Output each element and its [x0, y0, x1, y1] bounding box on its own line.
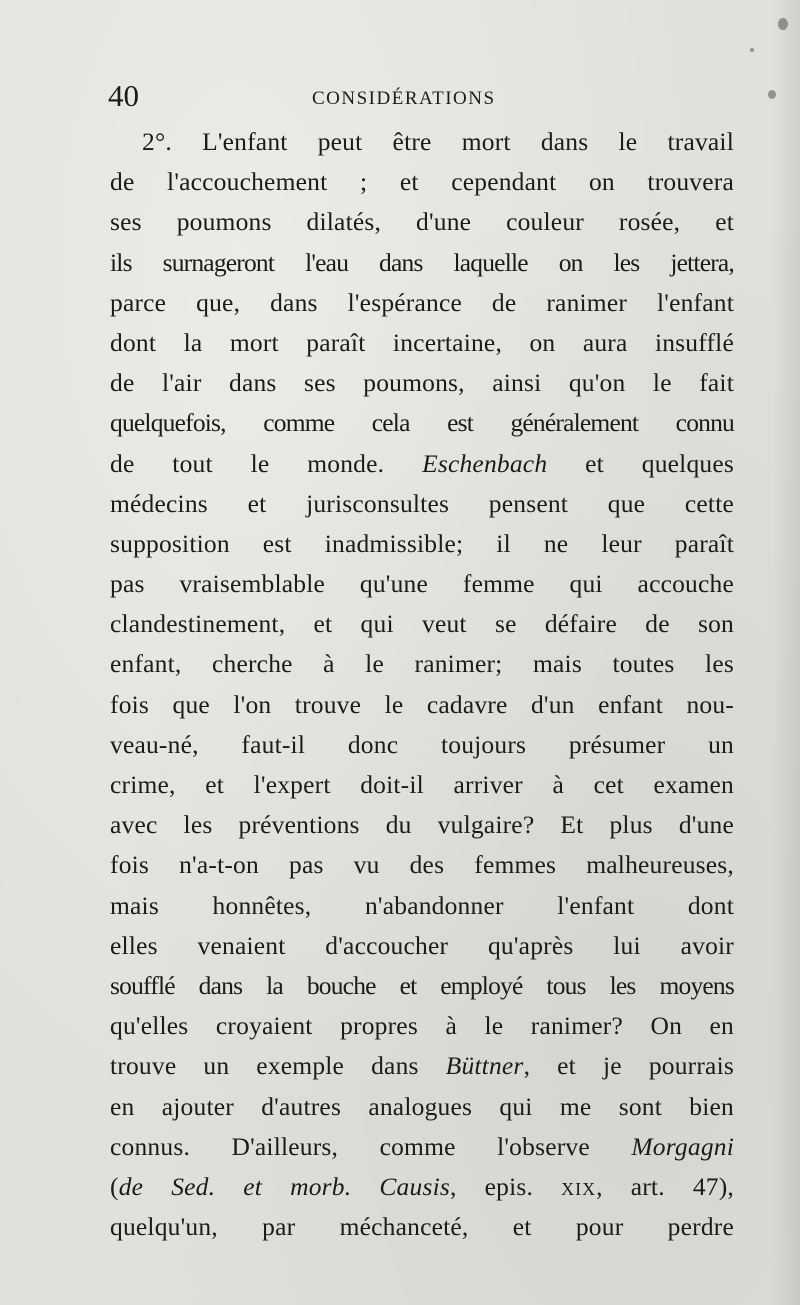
body-text: [110, 122, 734, 1247]
paper-speck: [768, 90, 776, 99]
text-line: ses poumons dilatés, d'une couleur rosée, et: [110, 207, 734, 237]
text-line: pas vraisemblable qu'une femme qui accouche: [110, 569, 734, 599]
text-line: avec les préventions du vulgaire? Et plus d'une: [110, 810, 734, 840]
text-line: quelqu'un, par méchanceté, et pour perdre: [110, 1212, 734, 1242]
running-title: CONSIDÉRATIONS: [312, 88, 496, 109]
page-number: 40: [108, 78, 139, 113]
paper-speck: [778, 18, 788, 30]
text-line: trouve un exemple dans Büttner, et je pourrais: [110, 1051, 734, 1081]
paper-speck: [750, 48, 754, 52]
text-line: fois n'a-t-on pas vu des femmes malheureuses,: [110, 850, 734, 880]
text-line: elles venaient d'accoucher qu'après lui avoir: [110, 930, 734, 960]
text-line: veau-né, faut-il donc toujours présumer un: [110, 729, 734, 759]
text-line: connus. D'ailleurs, comme l'observe Morgagni: [110, 1131, 734, 1161]
text-line: ils surnageront l'eau dans laquelle on les jettera,: [110, 247, 734, 277]
text-line: supposition est inadmissible; il ne leur paraît: [110, 528, 734, 558]
text-line: de l'accouchement ; et cependant on trouvera: [110, 167, 734, 197]
text-line: soufflé dans la bouche et employé tous les moyens: [110, 970, 734, 1000]
text-line: de l'air dans ses poumons, ainsi qu'on le fait: [110, 368, 734, 398]
page-edge-shadow: [772, 0, 800, 1305]
text-line: parce que, dans l'espérance de ranimer l'enfant: [110, 287, 734, 317]
text-line: qu'elles croyaient propres à le ranimer? On en: [110, 1011, 734, 1041]
text-line: (de Sed. et morb. Causis, epis. xix, art. 47),: [110, 1171, 734, 1201]
text-line: de tout le monde. Eschenbach et quelques: [110, 448, 734, 478]
text-line: médecins et jurisconsultes pensent que cette: [110, 488, 734, 518]
text-line: quelquefois, comme cela est généralement connu: [110, 408, 734, 438]
text-line: dont la mort paraît incertaine, on aura insufflé: [110, 327, 734, 357]
text-line: clandestinement, et qui veut se défaire de son: [110, 609, 734, 639]
text-line: 2°. L'enfant peut être mort dans le travail: [142, 127, 734, 156]
text-line: en ajouter d'autres analogues qui me sont bien: [110, 1091, 734, 1121]
text-line: mais honnêtes, n'abandonner l'enfant dont: [110, 890, 734, 920]
text-line: crime, et l'expert doit-il arriver à cet examen: [110, 770, 734, 799]
text-line: enfant, cherche à le ranimer; mais toutes les: [110, 649, 734, 679]
running-head: [0, 76, 800, 116]
text-line: fois que l'on trouve le cadavre d'un enfant nou-: [110, 689, 734, 719]
